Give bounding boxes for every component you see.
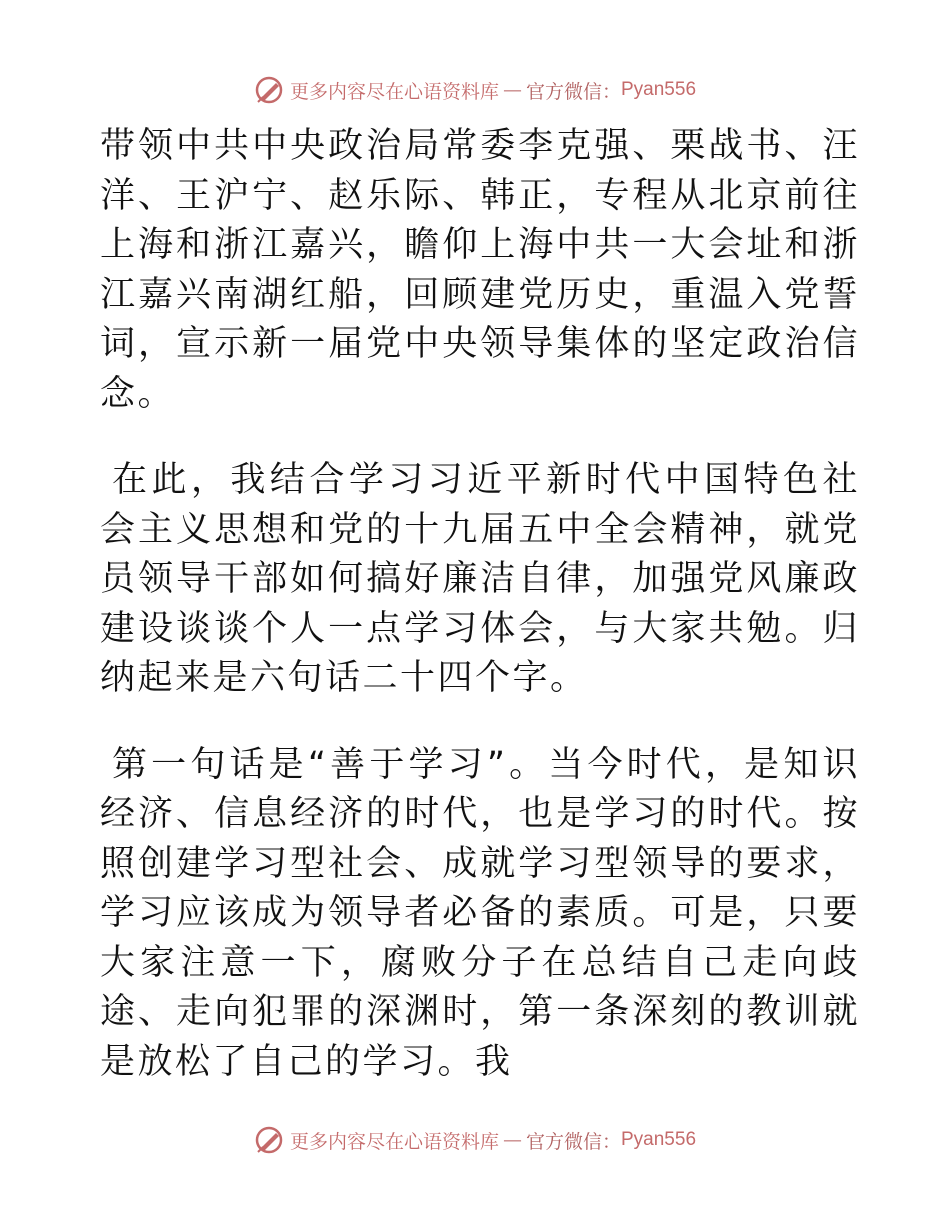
quill-logo-icon [254,75,284,105]
watermark-wechat-label: 官方微信： [525,80,621,103]
watermark-text: 更多内容尽在心语资料库 [289,1130,499,1153]
header-watermark [0,72,950,108]
paragraph-1: 带领中共中央政治局常委李克强、栗战书、汪洋、王沪宁、赵乐际、韩正，专程从北京前往上海和浙江嘉兴，瞻仰上海中共一大会址和浙江嘉兴南湖红船，回顾建党历史，重温入党誓词，宣示新一届党中央领导集体的坚定政治信念。 [100,126,860,414]
watermark-wechat-label: 官方微信： [525,1130,621,1153]
watermark-text: 更多内容尽在心语资料库 [289,80,499,103]
footer-watermark [0,1122,950,1158]
paragraph-2: 在此，我结合学习习近平新时代中国特色社会主义思想和党的十九届五中全会精神，就党员领导干部如何搞好廉洁自律，加强党风廉政建设谈谈个人一点学习体会，与大家共勉。归纳起来是六句话二十四个字。 [100,460,860,698]
document-body [100,122,860,1124]
watermark-separator: — [502,79,522,101]
watermark-wechat-id: Pyan556 [621,79,697,100]
paragraph-3: 第一句话是“善于学习”。当今时代，是知识经济、信息经济的时代，也是学习的时代。按照创建学习型社会、成就学习型领导的要求，学习应该成为领导者必备的素质。可是，只要大家注意一下，腐败分子在总结自己走向歧途、走向犯罪的深渊时，第一条深刻的教训就是放松了自己的学习。我 [100,744,860,1082]
watermark-wechat-id: Pyan556 [621,1129,697,1150]
watermark-separator: — [502,1129,522,1151]
quill-logo-icon [254,1125,284,1155]
